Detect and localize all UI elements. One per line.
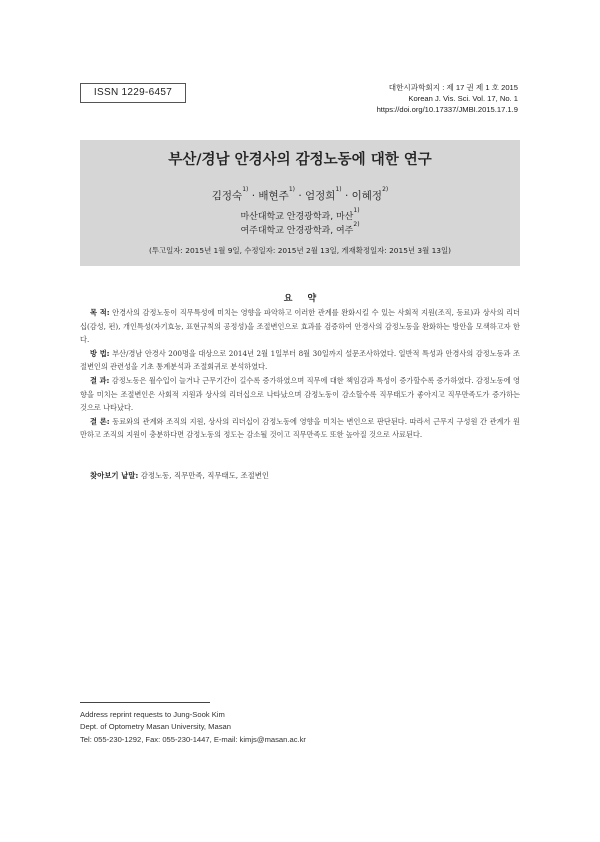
abstract-conclusion (80, 415, 520, 442)
author-name: 이혜정 (351, 190, 383, 202)
correspondence-footnote (80, 709, 306, 746)
doi-link[interactable]: https://doi.org/10.17337/JMBI.2015.17.1.9 (376, 105, 518, 114)
footnote-contact: Tel: 055-230-1292, Fax: 055-230-1447, E-mail: kimjs@masan.ac.kr (80, 734, 306, 744)
affiliation-mark: 1) (353, 207, 360, 214)
submission-dates: (투고일자: 2015년 1월 9일, 수정일자: 2015년 2월 13일, 게재확정일자: 2015년 3월 13일) (148, 246, 452, 255)
journal-citation-english: Korean J. Vis. Sci. Vol. 17, No. 1 (408, 94, 518, 103)
author-name: 김정숙 (211, 190, 243, 202)
abstract-label: 결 론: (90, 416, 110, 426)
abstract-results (80, 374, 520, 415)
footnote-address-request: Address reprint requests to Jung-Sook Kim (80, 710, 225, 719)
abstract-purpose (80, 306, 520, 347)
abstract-label: 목 적: (90, 308, 110, 317)
abstract-text: 안경사의 감정노동이 직무특성에 미치는 영향을 파악하고 이러한 관계를 완화시킬 수 있는 사회적 지원(조직, 동료)과 상사의 리더십(감성, 펀), 개인특성(자기효능, 표현규칙의 공정성)을 조절변인으로 효과를 검증하여 안경사의 감정노동을 완화하는 방안을 모색하고자 한다. (80, 308, 521, 345)
keywords-label: 찾아보기 낱말: (90, 471, 139, 480)
journal-citation-korean: 대한시과학회지 : 제 17 권 제 1 호 2015 (388, 83, 518, 92)
paper-title: 부산/경남 안경사의 감정노동에 대한 연구 (168, 152, 432, 168)
author-separator: · (341, 190, 352, 202)
abstract-body (80, 306, 520, 442)
keywords (80, 470, 530, 481)
author-list (0, 188, 600, 203)
affiliation-1 (0, 209, 600, 222)
author-affiliation-mark: 2) (382, 186, 389, 193)
affiliation-2 (0, 223, 600, 236)
affiliation-mark: 2) (353, 221, 360, 228)
keywords-text: 감정노동, 직무만족, 직무태도, 조절변인 (138, 471, 270, 480)
issn-box: ISSN 1229-6457 (80, 83, 186, 103)
author-name: 엄정희 (305, 190, 336, 202)
journal-info (377, 82, 518, 115)
footnote-divider (80, 702, 210, 703)
affiliation-text: 마산대학교 안경광학과, 마산 (240, 212, 354, 222)
author-affiliation-mark: 1) (335, 186, 342, 193)
author-separator: · (248, 190, 259, 202)
author-name: 배현주 (258, 190, 289, 202)
abstract-text: 동료와의 관계와 조직의 지원, 상사의 리더십이 감정노동에 영향을 미치는 변인으로 판단된다. 따라서 근무지 구성원 간 관계가 원만하고 조직의 지원이 충분하다면 감정노동의 정도는 감소될 것이고 직무만족도 또한 높아질 것으로 사료된다. (80, 416, 520, 440)
abstract-heading: 요 약 (283, 294, 323, 304)
abstract-text: 부산/경남 안경사 200명을 대상으로 2014년 2월 1일부터 8월 30일까지 설문조사하였다. 일반적 특성과 안경사의 감정노동과 조절변인의 관련성을 기초 통계분석과 조절회귀로 분석하였다. (80, 348, 521, 372)
affiliation-text: 여주대학교 안경광학과, 여주 (240, 226, 354, 236)
footnote-department: Dept. of Optometry Masan University, Masan (80, 722, 231, 732)
author-affiliation-mark: 1) (242, 186, 249, 193)
author-separator: · (294, 190, 305, 202)
abstract-text: 감정노동은 월수입이 늘거나 근무기간이 길수록 증가하였으며 직무에 대한 책임감과 특성이 증가할수록 증가하였다. 감정노동에 영향을 미치는 조절변인은 사회적 지원과 상사의 리더십으로 나타났으며 감정노동이 감소할수록 직무태도가 좋아지고 직무만족도가 증가하는 것으로 나타났다. (80, 375, 520, 413)
author-affiliation-mark: 1) (288, 186, 295, 193)
abstract-label: 결 과: (90, 375, 110, 385)
abstract-label: 방 법: (90, 348, 110, 358)
abstract-methods (80, 347, 520, 374)
